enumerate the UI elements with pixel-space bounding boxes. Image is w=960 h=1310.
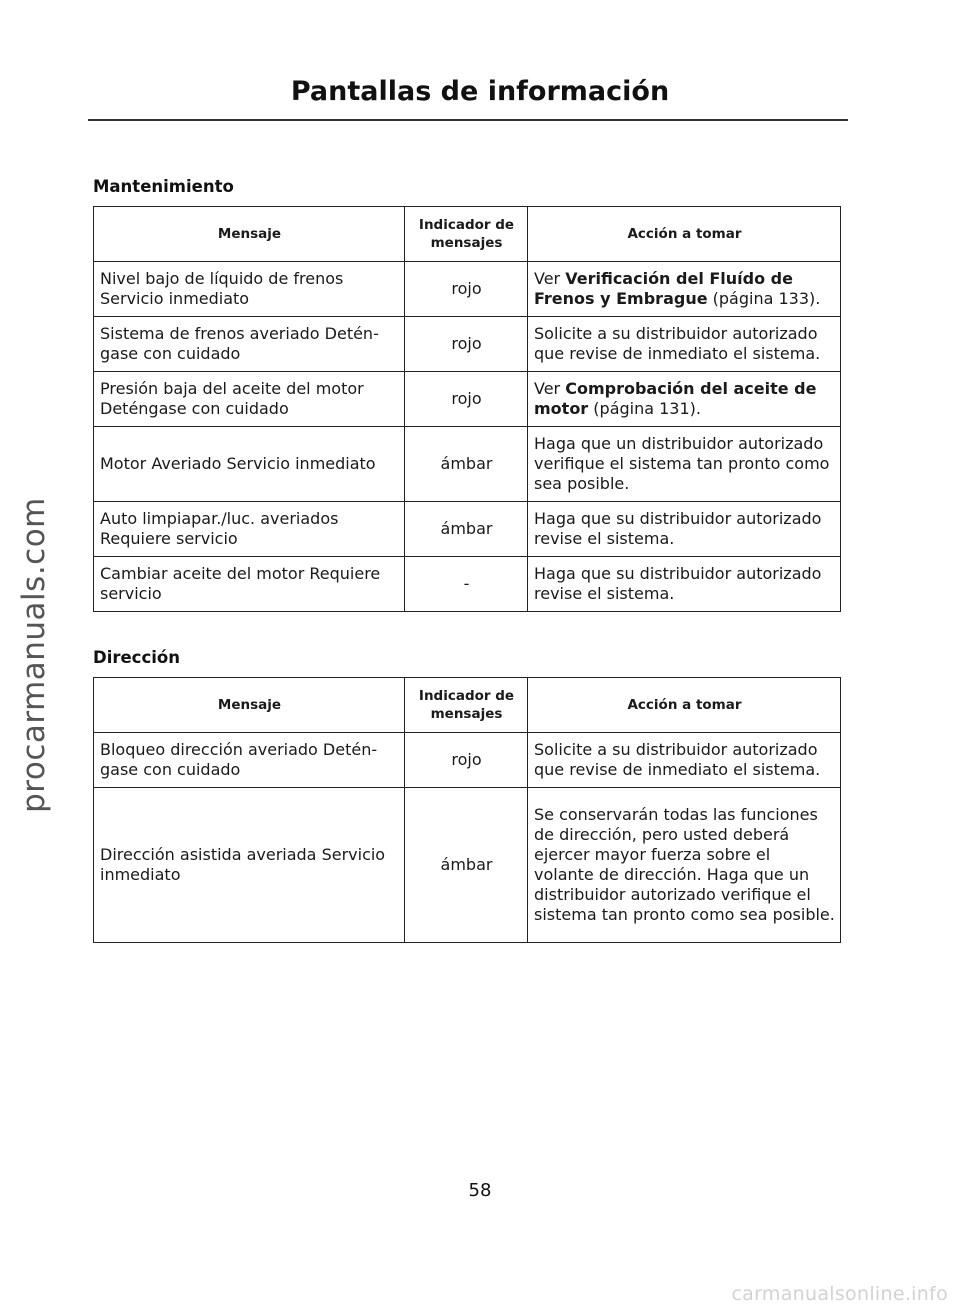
column-header-accion: Acción a tomar: [528, 678, 841, 733]
cell-indicador: ámbar: [405, 788, 528, 943]
table-header-row: [94, 678, 841, 733]
accion-suffix: (página 131).: [588, 399, 701, 418]
cell-mensaje: Presión baja del aceite del motor Deténgase con cuidado: [94, 372, 405, 427]
cell-accion: [528, 372, 841, 427]
cell-mensaje: Nivel bajo de líquido de frenos Servicio inmediato: [94, 262, 405, 317]
cell-accion: Solicite a su distribuidor autorizado que revise de inmediato el sistema.: [528, 317, 841, 372]
table-row: [94, 733, 841, 788]
table-mantenimiento: [93, 206, 841, 612]
cell-indicador: ámbar: [405, 427, 528, 502]
column-header-mensaje: Mensaje: [94, 207, 405, 262]
table-header-row: [94, 207, 841, 262]
column-header-accion: Acción a tomar: [528, 207, 841, 262]
cell-mensaje: Sistema de frenos averiado Detén-gase con cuidado: [94, 317, 405, 372]
cell-mensaje: Dirección asistida averiada Servicio inmediato: [94, 788, 405, 943]
cell-indicador: rojo: [405, 317, 528, 372]
page-title: Pantallas de información: [290, 76, 670, 107]
accion-prefix: Ver: [534, 379, 566, 398]
section-heading-mantenimiento: Mantenimiento: [93, 177, 234, 196]
cell-indicador: rojo: [405, 372, 528, 427]
cell-indicador: rojo: [405, 733, 528, 788]
table-row: [94, 788, 841, 943]
cell-mensaje: Auto limpiapar./luc. averiados Requiere servicio: [94, 502, 405, 557]
accion-prefix: Ver: [534, 269, 566, 288]
side-watermark: procarmanuals.com: [16, 497, 52, 813]
footer-watermark: carmanualsonline.info: [731, 1283, 948, 1305]
table-row: [94, 372, 841, 427]
cell-mensaje: Bloqueo dirección averiado Detén-gase con cuidado: [94, 733, 405, 788]
table-row: [94, 502, 841, 557]
page-reference-link[interactable]: Comprobación del aceite de motor: [534, 379, 817, 418]
table-row: [94, 427, 841, 502]
header-divider: [88, 119, 848, 121]
page-reference-link[interactable]: Verificación del Fluído de Frenos y Embrague: [534, 269, 793, 308]
accion-suffix: (página 133).: [707, 289, 821, 308]
cell-accion: Haga que su distribuidor autorizado revise el sistema.: [528, 502, 841, 557]
cell-accion: Haga que un distribuidor autorizado verifique el sistema tan pronto como sea posible.: [528, 427, 841, 502]
cell-accion: Se conservarán todas las funciones de dirección, pero usted deberá ejercer mayor fuerza sobre el volante de dirección. Haga que un distribuidor autorizado verifique el sistema tan pronto como sea posible.: [528, 788, 841, 943]
cell-mensaje: Cambiar aceite del motor Requiere servicio: [94, 557, 405, 612]
table-direccion: [93, 677, 841, 943]
column-header-mensaje: Mensaje: [94, 678, 405, 733]
cell-accion: Haga que su distribuidor autorizado revise el sistema.: [528, 557, 841, 612]
cell-accion: Solicite a su distribuidor autorizado que revise de inmediato el sistema.: [528, 733, 841, 788]
column-header-indicador: Indicador de mensajes: [405, 678, 528, 733]
cell-indicador: rojo: [405, 262, 528, 317]
table-row: [94, 262, 841, 317]
page-number: 58: [468, 1180, 492, 1201]
cell-indicador: ámbar: [405, 502, 528, 557]
cell-accion: [528, 262, 841, 317]
table-row: [94, 317, 841, 372]
cell-indicador: -: [405, 557, 528, 612]
section-heading-direccion: Dirección: [93, 648, 180, 667]
column-header-indicador: Indicador de mensajes: [405, 207, 528, 262]
table-row: [94, 557, 841, 612]
cell-mensaje: Motor Averiado Servicio inmediato: [94, 427, 405, 502]
